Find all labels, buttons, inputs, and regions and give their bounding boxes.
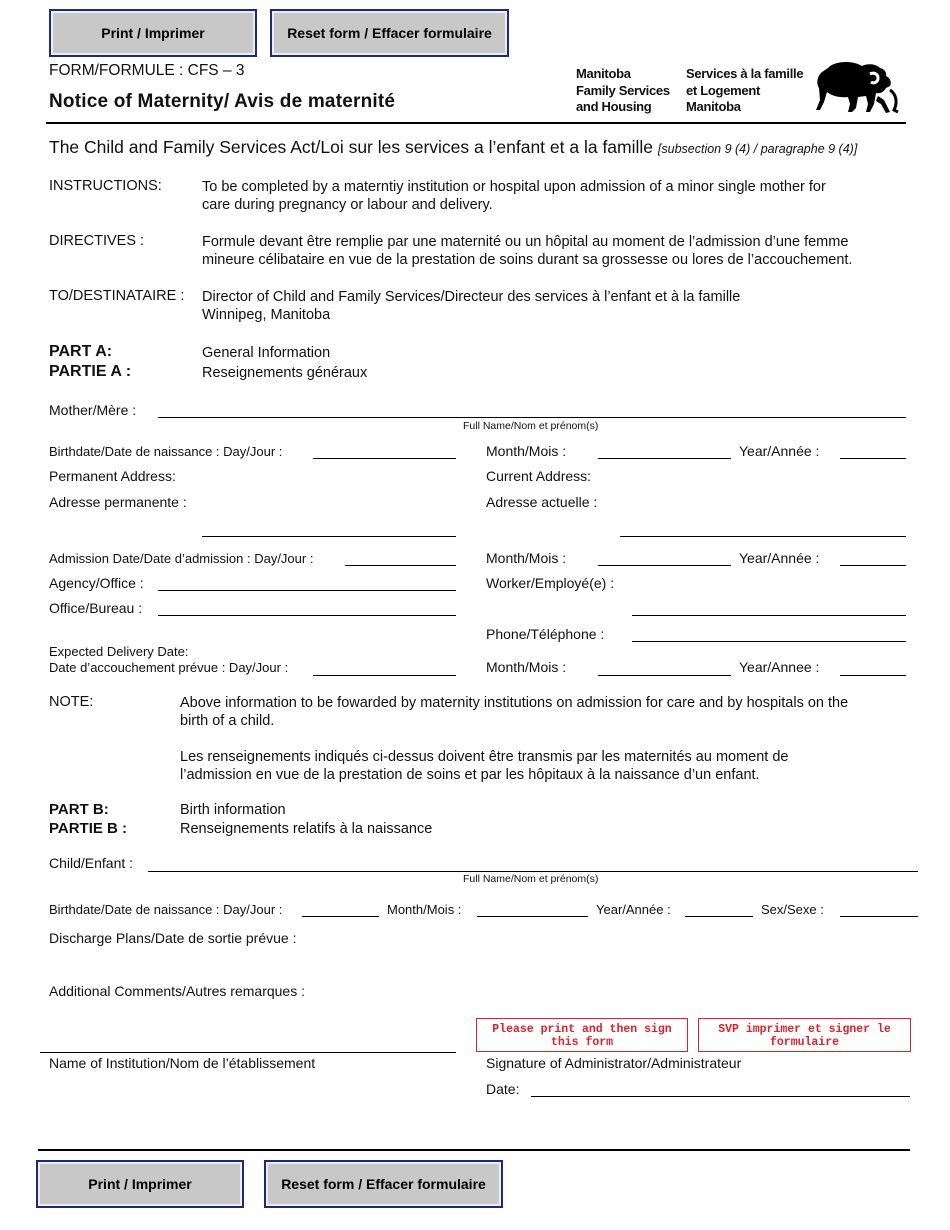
mother-birth-year-field[interactable]: [840, 458, 906, 459]
child-birth-day-field[interactable]: [302, 916, 379, 917]
agency-field[interactable]: [158, 590, 456, 591]
print-button-top[interactable]: Print / Imprimer: [49, 9, 257, 57]
mother-birth-day-field[interactable]: [313, 458, 456, 459]
page-title: Notice of Maternity/ Avis de maternité: [49, 91, 396, 112]
admission-month-field[interactable]: [598, 565, 731, 566]
part-a-title: General Information Reseignements généraux: [202, 345, 368, 381]
act-subsection: [subsection 9 (4) / paragraphe 9 (4)]: [657, 142, 858, 156]
note-text-en: Above information to be fowarded by maternity institutions on admission for care and by hospitals on the birth of a child.: [180, 695, 849, 729]
manitoba-bison-logo: [814, 60, 900, 116]
child-label: Child/Enfant :: [49, 855, 134, 871]
expected-month-field[interactable]: [598, 675, 731, 676]
institution-label: Name of Institution/Nom de l’établissement: [49, 1055, 316, 1071]
child-name-field[interactable]: [148, 871, 918, 872]
reset-button-bottom[interactable]: Reset form / Effacer formulaire: [264, 1160, 503, 1208]
mother-name-field[interactable]: [158, 417, 906, 418]
permanent-address-field[interactable]: [202, 536, 456, 537]
admission-day-field[interactable]: [345, 565, 456, 566]
admission-date-label: Admission Date/Date d’admission : Day/Jour :: [49, 551, 314, 566]
date-field[interactable]: [531, 1096, 910, 1097]
child-sex-field[interactable]: [840, 916, 918, 917]
permanent-address-label-fr: Adresse permanente :: [49, 494, 187, 510]
current-address-label-fr: Adresse actuelle :: [486, 494, 598, 510]
child-sex-label: Sex/Sexe :: [761, 902, 824, 917]
date-label: Date:: [486, 1081, 520, 1097]
reset-button-top[interactable]: Reset form / Effacer formulaire: [270, 9, 509, 57]
header-divider: [46, 122, 906, 124]
directives-label: DIRECTIVES :: [49, 233, 145, 249]
dept-name-fr: Services à la famille et Logement Manitoba: [686, 66, 804, 114]
instructions-text: To be completed by a materntiy institution or hospital upon admission of a minor single mother for care during pregnancy or labour and delivery.: [202, 179, 826, 213]
child-name-caption: Full Name/Nom et prénom(s): [463, 873, 599, 885]
admission-year-label: Year/Année :: [739, 550, 820, 566]
to-label: TO/DESTINATAIRE :: [49, 288, 185, 304]
current-address-label: Current Address:: [486, 468, 592, 484]
expected-delivery-label: Expected Delivery Date: Date d’accouchement prévue : Day/Jour :: [49, 644, 289, 675]
institution-name-field[interactable]: [40, 1052, 456, 1053]
expected-day-field[interactable]: [313, 675, 456, 676]
directives-text: Formule devant être remplie par une maternité ou un hôpital au moment de l’admission d’une femme mineure célibataire en vue de la prestation de soins durant sa grossesse ou lores de l’accouchement.: [202, 234, 853, 268]
administrator-signature-label: Signature of Administrator/Administrateur: [486, 1055, 742, 1071]
mother-birthdate-label: Birthdate/Date de naissance : Day/Jour :: [49, 444, 283, 459]
mother-birth-month-label: Month/Mois :: [486, 443, 567, 459]
permanent-address-label: Permanent Address:: [49, 468, 176, 484]
child-birthdate-label: Birthdate/Date de naissance : Day/Jour :: [49, 902, 283, 917]
note-label: NOTE:: [49, 694, 94, 710]
child-birth-year-field[interactable]: [685, 916, 753, 917]
admission-year-field[interactable]: [840, 565, 906, 566]
worker-field[interactable]: [632, 615, 906, 616]
act-title: The Child and Family Services Act/Loi sur les services a l’enfant et a la famille [subsection 9 (4) / paragraphe 9 (4)]: [49, 137, 858, 157]
worker-label: Worker/Employé(e) :: [486, 575, 615, 591]
expected-year-label: Year/Annee :: [739, 659, 820, 675]
to-text: Director of Child and Family Services/Directeur des services à l’enfant et à la famille Winnipeg, Manitoba: [202, 289, 741, 323]
note-text-fr: Les renseignements indiqués ci-dessus doivent être transmis par les maternités au moment de l’admission en vue de la prestation de soins et par les hôpitaux à la naissance d’un enfant.: [180, 749, 789, 783]
child-birth-month-field[interactable]: [477, 916, 588, 917]
child-birth-year-label: Year/Année :: [596, 902, 671, 917]
part-b-label: PART B: PARTIE B :: [49, 801, 128, 837]
agency-label: Agency/Office :: [49, 575, 144, 591]
part-a-label: PART A: PARTIE A :: [49, 343, 132, 380]
child-birth-month-label: Month/Mois :: [387, 902, 462, 917]
mother-label: Mother/Mère :: [49, 402, 137, 418]
instructions-label: INSTRUCTIONS:: [49, 178, 162, 194]
mother-name-caption: Full Name/Nom et prénom(s): [463, 420, 599, 432]
discharge-label: Discharge Plans/Date de sortie prévue :: [49, 930, 297, 946]
print-sign-note-fr: SVP imprimer et signer le formulaire: [698, 1018, 911, 1052]
admission-month-label: Month/Mois :: [486, 550, 567, 566]
expected-year-field[interactable]: [840, 675, 906, 676]
part-b-title: Birth information Renseignements relatifs à la naissance: [180, 802, 433, 837]
footer-divider: [38, 1149, 910, 1151]
office-field[interactable]: [158, 615, 456, 616]
form-number: FORM/FORMULE : CFS – 3: [49, 62, 245, 79]
office-label: Office/Bureau :: [49, 600, 143, 616]
dept-name-en: Manitoba Family Services and Housing: [576, 66, 670, 114]
current-address-field[interactable]: [620, 536, 906, 537]
print-button-bottom[interactable]: Print / Imprimer: [36, 1160, 244, 1208]
phone-label: Phone/Téléphone :: [486, 626, 605, 642]
mother-birth-month-field[interactable]: [598, 458, 731, 459]
comments-label: Additional Comments/Autres remarques :: [49, 983, 305, 999]
mother-birth-year-label: Year/Année :: [739, 443, 820, 459]
print-sign-note-en: Please print and then sign this form: [476, 1018, 688, 1052]
phone-field[interactable]: [632, 641, 906, 642]
expected-month-label: Month/Mois :: [486, 659, 567, 675]
